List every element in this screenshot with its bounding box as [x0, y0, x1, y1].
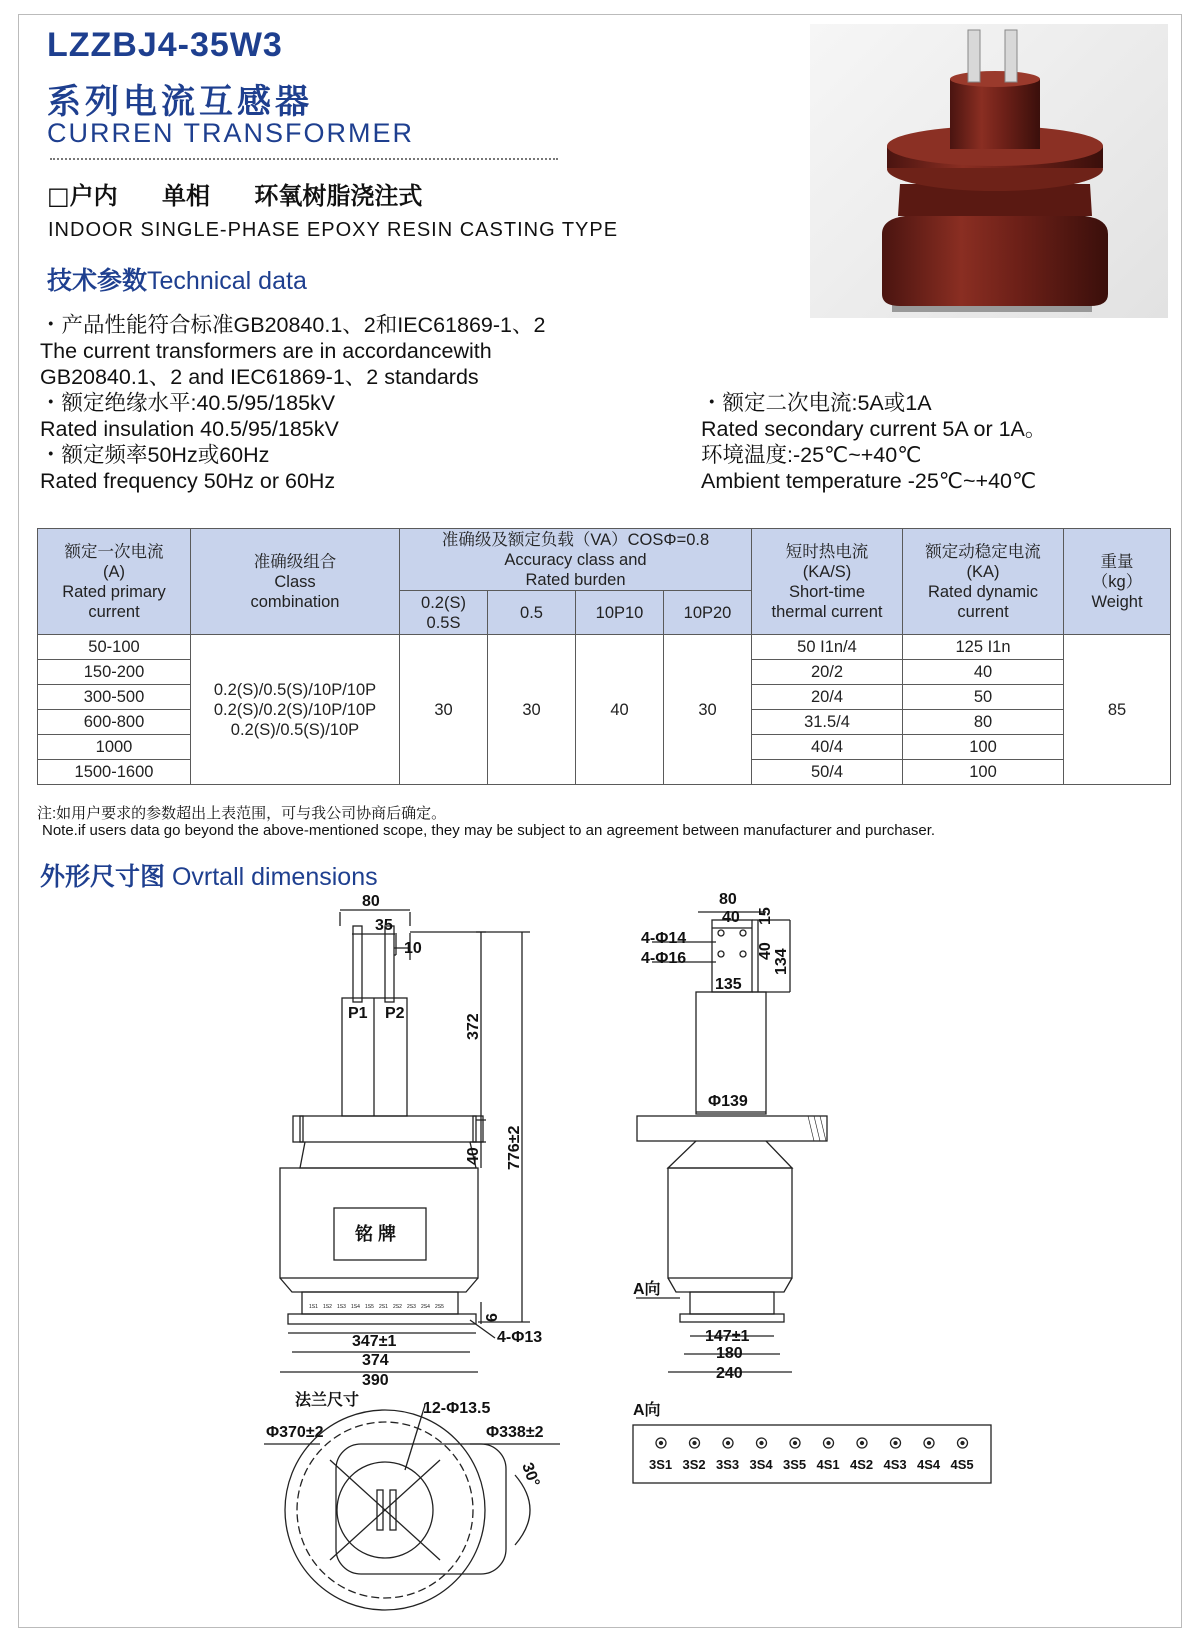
a-direction-label: A向 [633, 1281, 661, 1298]
model-number: LZZBJ4-35W3 [47, 26, 283, 64]
cell-primary: 50-100 [38, 635, 191, 660]
cell-thermal: 40/4 [752, 735, 903, 760]
dim-heading-cn: 外形尺寸图 [40, 862, 166, 891]
cell-thermal: 31.5/4 [752, 710, 903, 735]
cell-burden: 30 [664, 635, 752, 785]
terminal-symbol-center [928, 1442, 931, 1445]
tech-line: ・额定频率50Hz或60Hz [40, 443, 270, 467]
tech-line: The current transformers are in accordancewith [40, 339, 492, 363]
tech-heading-cn: 技术参数 [47, 266, 148, 295]
terminal-label: 1S3 [337, 1304, 346, 1310]
title-english: CURREN TRANSFORMER [47, 118, 415, 148]
nameplate-label: 铭 牌 [355, 1224, 397, 1244]
th-thermal: 短时热电流 (KA/S) Short-time thermal current [752, 529, 903, 635]
terminal-label-4s3: 4S3 [883, 1457, 907, 1472]
dim-front-10: 10 [404, 940, 422, 957]
terminal-symbol-center [827, 1442, 830, 1445]
cell-dynamic: 50 [903, 685, 1064, 710]
terminal-label-3s2: 3S2 [682, 1457, 706, 1472]
cell-thermal: 50 I1n/4 [752, 635, 903, 660]
cell-thermal: 50/4 [752, 760, 903, 785]
terminal-label: 2S3 [407, 1304, 416, 1310]
tech-line: Rated frequency 50Hz or 60Hz [40, 469, 336, 493]
cell-dynamic: 100 [903, 760, 1064, 785]
th-burden-10p10: 10P10 [576, 591, 664, 635]
dim-front-374: 374 [362, 1352, 389, 1369]
th-primary: 额定一次电流 (A) Rated primary current [38, 529, 191, 635]
cell-primary: 150-200 [38, 660, 191, 685]
dim-side-holes-16: 4-Φ16 [641, 950, 687, 967]
dim-front-6: 6 [484, 1313, 501, 1322]
terminal-label: 1S2 [323, 1304, 332, 1310]
terminal-label-4s1: 4S1 [816, 1457, 840, 1472]
th-burden-05: 0.5 [488, 591, 576, 635]
title-chinese: 系列电流互感器 [47, 82, 313, 122]
dim-front-80: 80 [362, 893, 380, 910]
dim-side-147: 147±1 [705, 1328, 750, 1345]
terminal-label-3s3: 3S3 [716, 1457, 740, 1472]
tech-line: Ambient temperature -25℃~+40℃ [701, 469, 1037, 493]
dim-side-135: 135 [715, 976, 742, 993]
terminal-label: 1S4 [351, 1304, 360, 1310]
side-view [633, 891, 827, 1382]
dim-front-35: 35 [375, 917, 393, 934]
type-english: INDOOR SINGLE-PHASE EPOXY RESIN CASTING TYPE [48, 219, 619, 241]
dim-side-15: 15 [757, 907, 774, 925]
terminal-label-3s1: 3S1 [649, 1457, 673, 1472]
terminal-symbol-center [660, 1442, 663, 1445]
terminal-label-4s2: 4S2 [850, 1457, 874, 1472]
cell-primary: 600-800 [38, 710, 191, 735]
cell-dynamic: 80 [903, 710, 1064, 735]
flange-holes: 12-Φ13.5 [423, 1400, 491, 1417]
cell-primary: 300-500 [38, 685, 191, 710]
th-class: 准确级组合 Class combination [191, 529, 400, 635]
dim-side-40: 40 [722, 909, 740, 926]
dim-side-180: 180 [716, 1345, 743, 1362]
terminal-label: 2S2 [393, 1304, 402, 1310]
flange-view [264, 1390, 560, 1610]
flange-diameter-338: Φ338±2 [486, 1424, 544, 1441]
th-weight: 重量 （kg） Weight [1064, 529, 1171, 635]
terminal-symbol-center [861, 1442, 864, 1445]
tech-line: GB20840.1、2 and IEC61869-1、2 standards [40, 365, 479, 389]
th-burden: 准确级及额定负载（VA）COSΦ=0.8 Accuracy class and Rated burden [400, 529, 752, 591]
terminal-p2: P2 [385, 1005, 405, 1022]
terminal-symbol-center [894, 1442, 897, 1445]
type-indoor: □户内 [47, 182, 118, 210]
dim-side-240: 240 [716, 1365, 743, 1382]
flange-angle: 30° [518, 1460, 543, 1490]
terminal-label-3s5: 3S5 [783, 1457, 807, 1472]
dim-side-40b: 40 [757, 942, 774, 960]
type-epoxy: 环氧树脂浇注式 [254, 182, 423, 210]
terminal-label-4s4: 4S4 [917, 1457, 941, 1472]
terminal-label-3s4: 3S4 [749, 1457, 773, 1472]
tech-line: ・额定绝缘水平:40.5/95/185kV [40, 391, 336, 415]
tech-heading-en: Technical data [147, 267, 307, 295]
terminal-p1: P1 [348, 1005, 368, 1022]
a-view-title: A向 [633, 1402, 661, 1419]
dim-side-139: Φ139 [708, 1093, 748, 1110]
dim-heading-en: Ovrtall dimensions [171, 863, 378, 891]
dim-side-holes-14: 4-Φ14 [641, 930, 687, 947]
cell-dynamic: 40 [903, 660, 1064, 685]
dim-front-372: 372 [465, 1013, 482, 1040]
flange-diameter-370: Φ370±2 [266, 1424, 324, 1441]
type-single-phase: 单相 [162, 182, 211, 210]
terminal-symbol-center [760, 1442, 763, 1445]
cell-primary: 1000 [38, 735, 191, 760]
terminal-symbol-center [961, 1442, 964, 1445]
cell-burden: 30 [488, 635, 576, 785]
tech-line: 环境温度:-25℃~+40℃ [701, 443, 922, 467]
cell-thermal: 20/2 [752, 660, 903, 685]
tech-line: Rated secondary current 5A or 1A。 [701, 417, 1047, 441]
terminal-label: 1S5 [365, 1304, 374, 1310]
note-en: Note.if users data go beyond the above-mentioned scope, they may be subject to an agreement between manufacturer and purchaser. [42, 822, 936, 839]
terminal-label: 2S5 [435, 1304, 444, 1310]
cell-burden: 40 [576, 635, 664, 785]
terminal-label: 1S1 [309, 1304, 318, 1310]
dim-front-776: 776±2 [506, 1125, 523, 1170]
cell-weight: 85 [1064, 635, 1171, 785]
th-burden-02s: 0.2(S) 0.5S [400, 591, 488, 635]
cell-burden: 30 [400, 635, 488, 785]
terminal-label-4s5: 4S5 [950, 1457, 974, 1472]
dim-front-40: 40 [465, 1147, 482, 1165]
cell-dynamic: 125 I1n [903, 635, 1064, 660]
tech-line: ・额定二次电流:5A或1A [701, 391, 932, 415]
th-dynamic: 额定动稳定电流 (KA) Rated dynamic current [903, 529, 1064, 635]
front-view [280, 893, 542, 1389]
terminal-symbol-center [794, 1442, 797, 1445]
dim-front-390: 390 [362, 1372, 389, 1389]
dim-front-347: 347±1 [352, 1333, 397, 1350]
terminal-label: 2S1 [379, 1304, 388, 1310]
cell-primary: 1500-1600 [38, 760, 191, 785]
note-cn: 注:如用户要求的参数超出上表范围，可与我公司协商后确定。 [37, 805, 447, 822]
terminal-label: 2S4 [421, 1304, 430, 1310]
cell-thermal: 20/4 [752, 685, 903, 710]
terminal-symbol-center [693, 1442, 696, 1445]
dim-side-134: 134 [773, 948, 790, 975]
tech-line: Rated insulation 40.5/95/185kV [40, 417, 339, 441]
tech-line: ・产品性能符合标准GB20840.1、2和IEC61869-1、2 [40, 313, 546, 337]
cell-dynamic: 100 [903, 735, 1064, 760]
dim-side-80: 80 [719, 891, 737, 908]
terminal-symbol-center [727, 1442, 730, 1445]
dim-front-holes: 4-Φ13 [497, 1329, 543, 1346]
flange-title: 法兰尺寸 [295, 1392, 360, 1409]
th-burden-10p20: 10P20 [664, 591, 752, 635]
cell-class-combos: 0.2(S)/0.5(S)/10P/10P 0.2(S)/0.2(S)/10P/10P 0.2(S)/0.5(S)/10P [191, 635, 400, 785]
